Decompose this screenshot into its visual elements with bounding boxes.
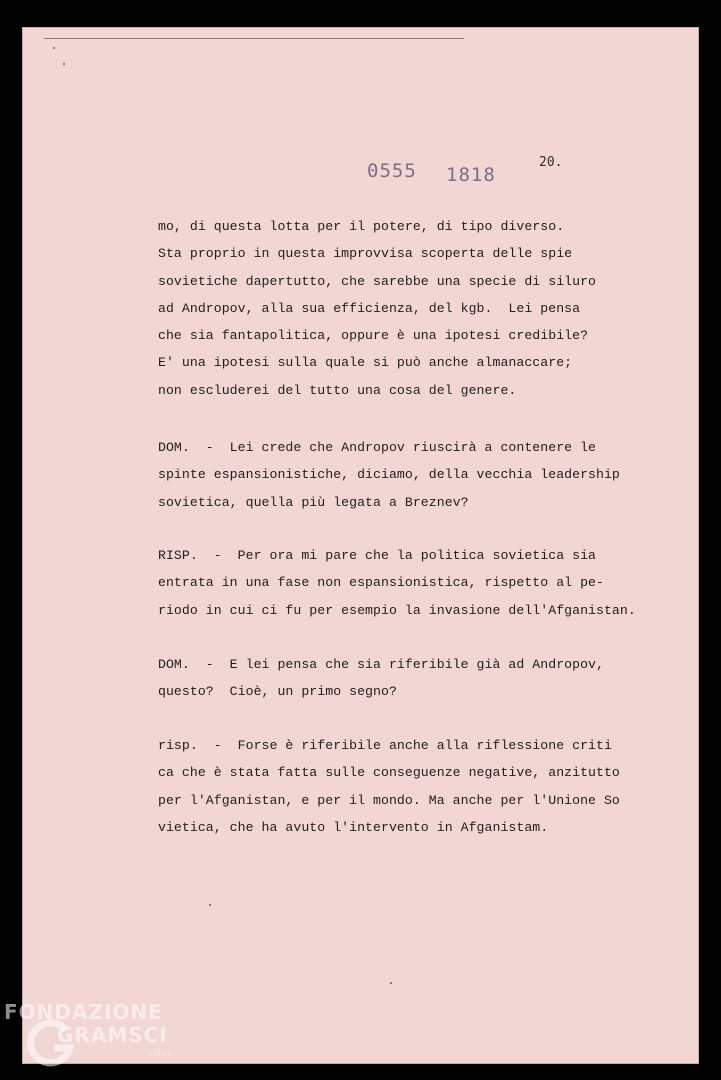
typewritten-page (22, 27, 699, 1064)
paragraph-5 (158, 732, 620, 841)
paragraph-4 (158, 651, 604, 706)
text-line: ca che è stata fatta sulle conseguenze negative, anzitutto (158, 765, 620, 781)
text-line: sovietiche dapertutto, che sarebbe una specie di siluro (158, 273, 597, 289)
text-line: E' una ipotesi sulla quale si può anche almanaccare; (158, 355, 573, 371)
text-line: ad Andropov, alla sua efficienza, del kgb. Lei pensa (158, 300, 581, 316)
paragraph-1 (158, 213, 596, 404)
watermark-line-1: FONDAZIONE (4, 1000, 163, 1024)
text-line: non escluderei del tutto una cosa del genere. (158, 382, 517, 398)
archive-stamp-right: 1818 (446, 164, 496, 186)
text-line: questo? Cioè, un primo segno? (158, 684, 397, 700)
ink-speck (63, 63, 65, 65)
watermark-line-3: onlus (148, 1050, 172, 1058)
archive-stamp-left: 0555 (367, 160, 417, 182)
watermark-line-2: GRAMSCI (57, 1023, 168, 1047)
ink-speck (390, 982, 392, 984)
ink-speck (209, 904, 211, 906)
paragraph-3 (158, 542, 636, 624)
text-line: mo, di questa lotta per il potere, di tipo diverso. (158, 219, 565, 234)
text-line: RISP. - Per ora mi pare che la politica sovietica sia (158, 548, 597, 563)
text-line: sovietica, quella più legata a Breznev? (158, 494, 469, 510)
page-number: 20. (539, 155, 563, 170)
text-line: per l'Afganistan, e per il mondo. Ma anche per l'Unione So (158, 792, 620, 808)
text-line: DOM. - E lei pensa che sia riferibile già ad Andropov, (158, 657, 604, 672)
text-line: riodo in cui ci fu per esempio la invasione dell'Afganistan. (158, 602, 636, 618)
ink-speck (53, 47, 55, 49)
text-line: vietica, che ha avuto l'intervento in Afganistam. (158, 819, 549, 835)
fondazione-gramsci-watermark (4, 998, 204, 1078)
text-line: che sia fantapolitica, oppure è una ipotesi credibile? (158, 328, 589, 344)
text-line: risp. - Forse è riferibile anche alla riflessione criti (158, 738, 612, 753)
text-line: entrata in una fase non espansionistica, rispetto al pe- (158, 575, 604, 591)
top-rule (44, 38, 464, 39)
text-line: DOM. - Lei crede che Andropov riuscirà a contenere le (158, 440, 597, 455)
text-line: Sta proprio in questa improvvisa scoperta delle spie (158, 246, 573, 262)
paragraph-2 (158, 434, 620, 516)
text-line: spinte espansionistiche, diciamo, della vecchia leadership (158, 467, 620, 483)
